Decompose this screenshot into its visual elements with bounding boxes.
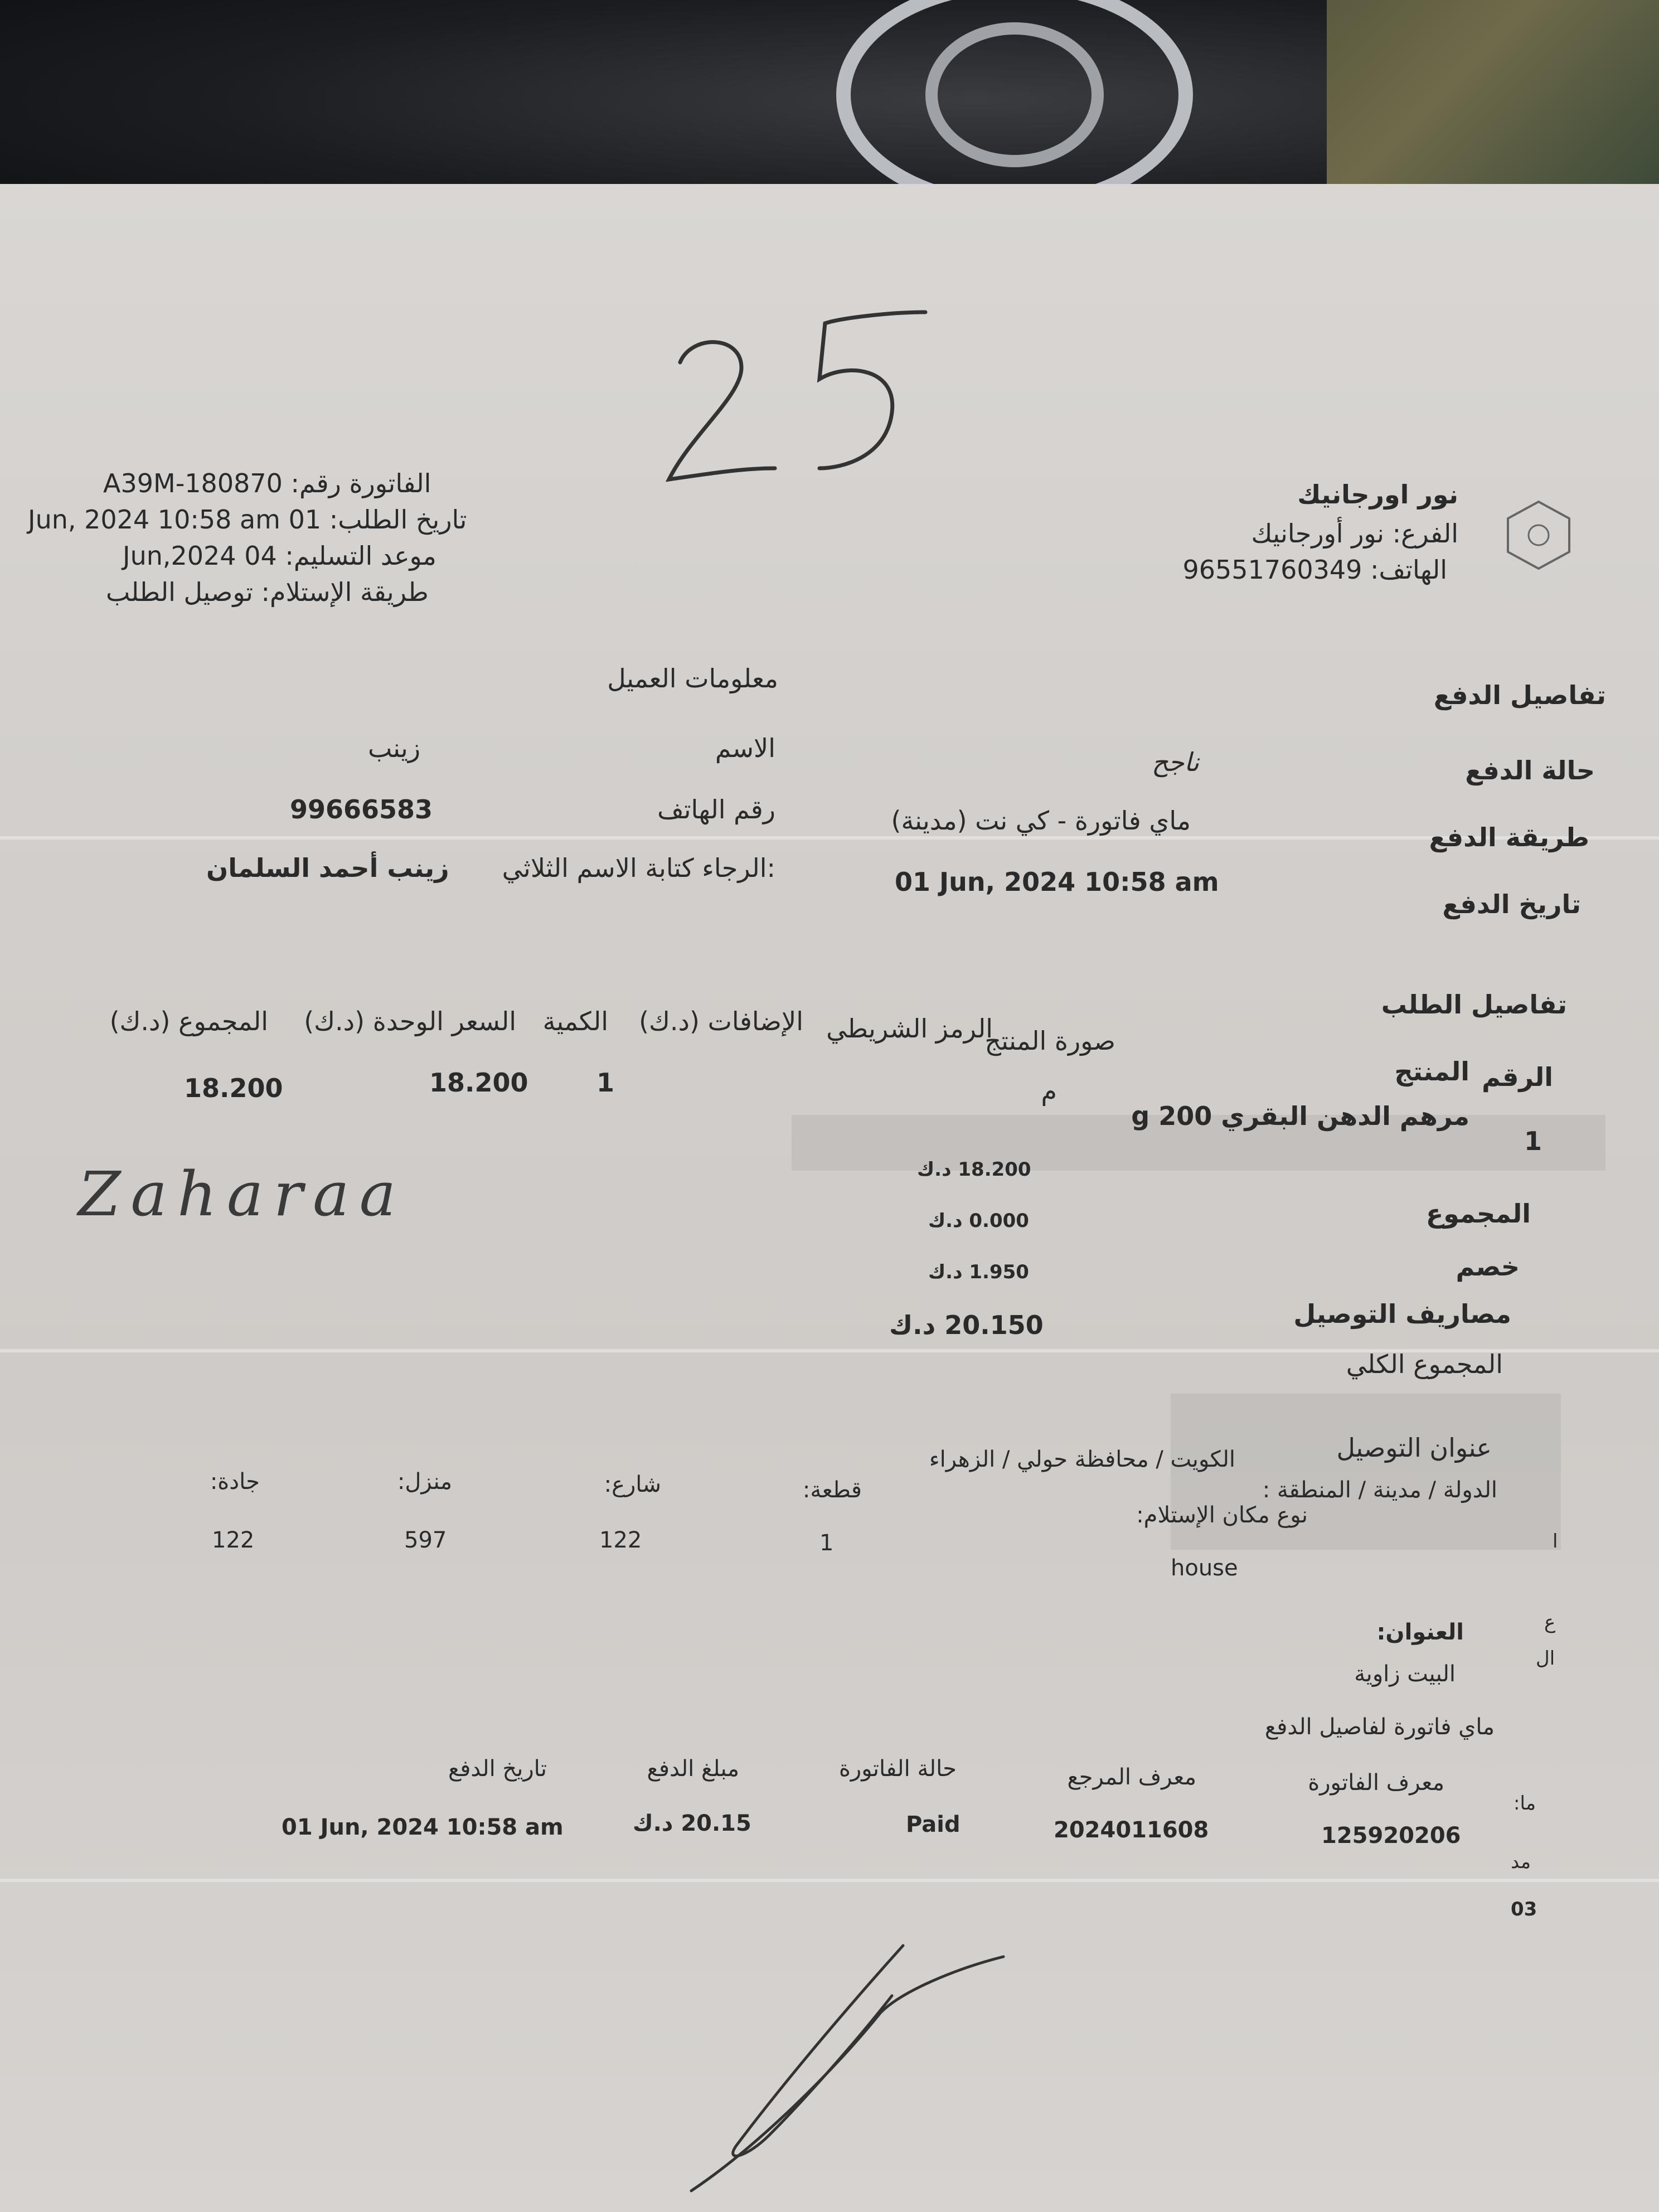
side-fragment: ال bbox=[1536, 1647, 1555, 1670]
side-fragment: ع bbox=[1544, 1611, 1556, 1633]
address-block-value: 1 bbox=[819, 1530, 834, 1556]
address-house-label: منزل: bbox=[397, 1469, 452, 1495]
order-header-image: صورة المنتج bbox=[984, 1026, 1115, 1056]
order-date: تاريخ الطلب: 01 Jun, 2024 10:58 am bbox=[28, 505, 467, 535]
payment-status-label: حالة الدفع bbox=[1465, 755, 1595, 785]
store-logo-icon bbox=[1494, 491, 1583, 580]
invoice-number: الفاتورة رقم: A39M-180870 bbox=[103, 468, 431, 498]
side-fragment: 03 bbox=[1511, 1898, 1537, 1920]
mf-header-amount: مبلغ الدفع bbox=[647, 1756, 739, 1782]
order-row-total: 18.200 bbox=[184, 1073, 283, 1103]
side-fragment: ا bbox=[1553, 1530, 1558, 1553]
customer-fullname-label: :الرجاء كتابة الاسم الثلاثي bbox=[502, 853, 775, 883]
order-row-unit-price: 18.200 bbox=[429, 1068, 528, 1098]
payment-details-title: تفاصيل الدفع bbox=[1433, 680, 1606, 710]
car-emblem-inner bbox=[925, 22, 1104, 167]
mf-reference-id: 2024011608 bbox=[1054, 1817, 1209, 1843]
address-region-value: الكويت / محافظة حولي / الزهراء bbox=[929, 1447, 1235, 1472]
payment-status-value: ناجح bbox=[1152, 747, 1199, 777]
mf-invoice-id: 125920206 bbox=[1321, 1823, 1461, 1849]
address-avenue-label: جادة: bbox=[210, 1469, 260, 1495]
side-fragment: ما: bbox=[1514, 1792, 1536, 1815]
mf-header-invoice-status: حالة الفاتورة bbox=[838, 1756, 957, 1782]
store-phone: الهاتف: 96551760349 bbox=[1182, 555, 1447, 585]
store-branch: الفرع: نور أورجانيك bbox=[1251, 518, 1458, 549]
myfatoorah-title: ماي فاتورة لفاصيل الدفع bbox=[1264, 1714, 1495, 1740]
order-image-mark: م bbox=[1041, 1076, 1057, 1106]
background-mat bbox=[1327, 0, 1659, 184]
payment-date-label: تاريخ الدفع bbox=[1442, 889, 1581, 919]
order-details-title: تفاصيل الطلب bbox=[1381, 989, 1567, 1020]
delivery-fee-value: 1.950 د.ك bbox=[928, 1261, 1029, 1283]
place-type-value: house bbox=[1171, 1555, 1238, 1581]
order-row-qty: 1 bbox=[596, 1068, 615, 1098]
delivery-fee-label: مصاريف التوصيل bbox=[1293, 1299, 1511, 1329]
address-block-label: قطعة: bbox=[802, 1477, 862, 1503]
address-street-value: 122 bbox=[599, 1527, 642, 1553]
customer-info-title: معلومات العميل bbox=[607, 663, 778, 693]
handwritten-name bbox=[72, 1160, 452, 1238]
order-header-barcode: الرمز الشريطي bbox=[826, 1013, 993, 1044]
mf-invoice-status: Paid bbox=[906, 1812, 961, 1837]
mf-payment-date: 01 Jun, 2024 10:58 am bbox=[282, 1815, 564, 1840]
order-row-product: مرهم الدهن البقري 200 g bbox=[1131, 1101, 1469, 1131]
paper-fold bbox=[0, 1879, 1659, 1882]
customer-phone-label: رقم الهاتف bbox=[657, 794, 775, 824]
order-header-qty: الكمية bbox=[542, 1006, 608, 1036]
delivery-date: موعد التسليم: 04 Jun,2024 bbox=[123, 541, 436, 571]
grand-total-label: المجموع الكلي bbox=[1346, 1349, 1503, 1379]
mf-header-payment-date: تاريخ الدفع bbox=[448, 1756, 547, 1782]
mf-header-reference-id: معرف المرجع bbox=[1067, 1764, 1196, 1790]
address-house-value: 597 bbox=[404, 1527, 447, 1553]
subtotal-label: المجموع bbox=[1425, 1199, 1531, 1229]
order-header-addons: الإضافات (د.ك) bbox=[639, 1006, 803, 1036]
payment-method-value: ماي فاتورة - كي نت (مدينة) bbox=[891, 806, 1191, 836]
address-title: عنوان التوصيل bbox=[1336, 1433, 1492, 1463]
customer-name-label: الاسم bbox=[715, 733, 775, 763]
paper-fold bbox=[0, 836, 1659, 840]
order-header-total: المجموع (د.ك) bbox=[109, 1006, 268, 1036]
payment-date-value: 01 Jun, 2024 10:58 am bbox=[895, 867, 1219, 897]
signature bbox=[669, 1934, 1015, 2196]
receive-method: طريقة الإستلام: توصيل الطلب bbox=[106, 577, 429, 607]
customer-phone-value: 99666583 bbox=[290, 794, 433, 824]
grand-total-value: 20.150 د.ك bbox=[889, 1310, 1044, 1340]
place-type-label: نوع مكان الإستلام: bbox=[1136, 1502, 1308, 1528]
customer-fullname-value: زينب أحمد السلمان bbox=[206, 853, 449, 883]
address-avenue-value: 122 bbox=[212, 1527, 255, 1553]
handwritten-25 bbox=[658, 301, 948, 491]
address-region-label: الدولة / مدينة / المنطقة : bbox=[1262, 1477, 1497, 1503]
mf-header-invoice-id: معرف الفاتورة bbox=[1308, 1770, 1444, 1796]
store-name: نور اورجانيك bbox=[1297, 479, 1458, 510]
subtotal-value: 18.200 د.ك bbox=[917, 1158, 1031, 1181]
customer-name-value: زينب bbox=[368, 733, 421, 763]
address-street-label: شارع: bbox=[604, 1472, 661, 1497]
discount-label: خصم bbox=[1456, 1251, 1520, 1282]
discount-value: 0.000 د.ك bbox=[928, 1210, 1029, 1232]
handwritten-name-text: Zaharaa bbox=[78, 1158, 406, 1230]
order-header-product: المنتج bbox=[1394, 1056, 1469, 1086]
payment-method-label: طريقة الدفع bbox=[1429, 822, 1589, 852]
address-label: العنوان: bbox=[1376, 1619, 1464, 1645]
address-value: البيت زاوية bbox=[1354, 1661, 1456, 1687]
side-fragment: مد bbox=[1511, 1851, 1531, 1873]
order-row-no: 1 bbox=[1524, 1126, 1542, 1156]
order-header-unit-price: السعر الوحدة (د.ك) bbox=[304, 1006, 516, 1036]
order-header-no: الرقم bbox=[1482, 1062, 1553, 1092]
mf-amount: 20.15 د.ك bbox=[633, 1811, 751, 1836]
